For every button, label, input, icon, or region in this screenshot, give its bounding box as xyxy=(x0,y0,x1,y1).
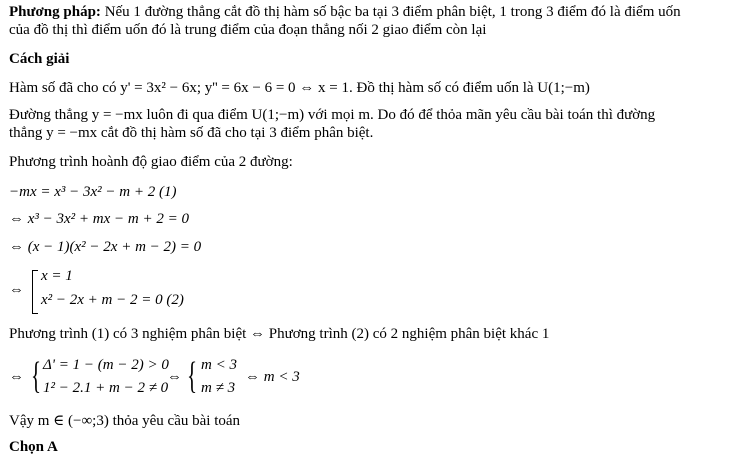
method-label: Phương pháp: xyxy=(9,4,101,20)
line-through-text-1: Đường thẳng y = −mx luôn đi qua điểm U(1;−m) với mọi m. Do đó để thỏa mãn yêu cầu bài toán thì đường xyxy=(9,107,656,123)
system-result: ⇔ m < 3 xyxy=(245,369,300,385)
square-bracket xyxy=(32,270,38,314)
conclusion: Vậy m ∈ (−∞;3) thỏa yêu cầu bài toán xyxy=(9,413,241,429)
left-brace: { xyxy=(31,355,42,397)
system-row1: Δ' = 1 − (m − 2) > 0 xyxy=(43,357,169,373)
system-prefix: ⇔ xyxy=(9,369,24,385)
equation-3: ⇔ (x − 1)(x² − 2x + m − 2) = 0 xyxy=(9,239,202,255)
system-row3: m < 3 xyxy=(201,357,237,373)
equation-4-prefix: ⇔ xyxy=(9,282,24,298)
left-brace-2: { xyxy=(187,355,198,397)
equation-4-row2: x² − 2x + m − 2 = 0 (2) xyxy=(41,292,184,308)
condition-line: Phương trình (1) có 3 nghiệm phân biệt ⇔ Phương trình (2) có 2 nghiệm phân biệt khác 1 xyxy=(9,326,550,342)
intersection-intro: Phương trình hoành độ giao điểm của 2 đường: xyxy=(9,154,293,170)
answer: Chọn A xyxy=(9,439,58,455)
solution-heading: Cách giải xyxy=(9,51,70,67)
equation-2: ⇔ x³ − 3x² + mx − m + 2 = 0 xyxy=(9,211,189,227)
system-row2: 1² − 2.1 + m − 2 ≠ 0 xyxy=(43,380,169,396)
line-through-text-2: thẳng y = −mx cắt đồ thị hàm số đã cho tại 3 điểm phân biệt. xyxy=(9,125,374,141)
equation-4-bracket-system xyxy=(9,268,309,316)
equation-4-row1: x = 1 xyxy=(41,268,73,284)
derivative-line: Hàm số đã cho có y' = 3x² − 6x; y'' = 6x − 6 = 0 ⇔ x = 1. Đồ thị hàm số có điểm uốn là U(1;−m) xyxy=(9,80,590,96)
equation-1: −mx = x³ − 3x² − m + 2 (1) xyxy=(9,184,177,200)
condition-system xyxy=(9,356,329,402)
system-row4: m ≠ 3 xyxy=(201,380,236,396)
system-mid-equiv: ⇔ xyxy=(167,369,182,385)
method-paragraph xyxy=(9,3,681,21)
method-text-line2: của đồ thị thì điểm uốn đó là trung điểm của đoạn thẳng nối 2 giao điểm còn lại xyxy=(9,22,487,38)
method-text-line1: Nếu 1 đường thẳng cắt đồ thị hàm số bậc ba tại 3 điểm phân biệt, 1 trong 3 điểm đó là điểm uốn xyxy=(100,4,681,20)
